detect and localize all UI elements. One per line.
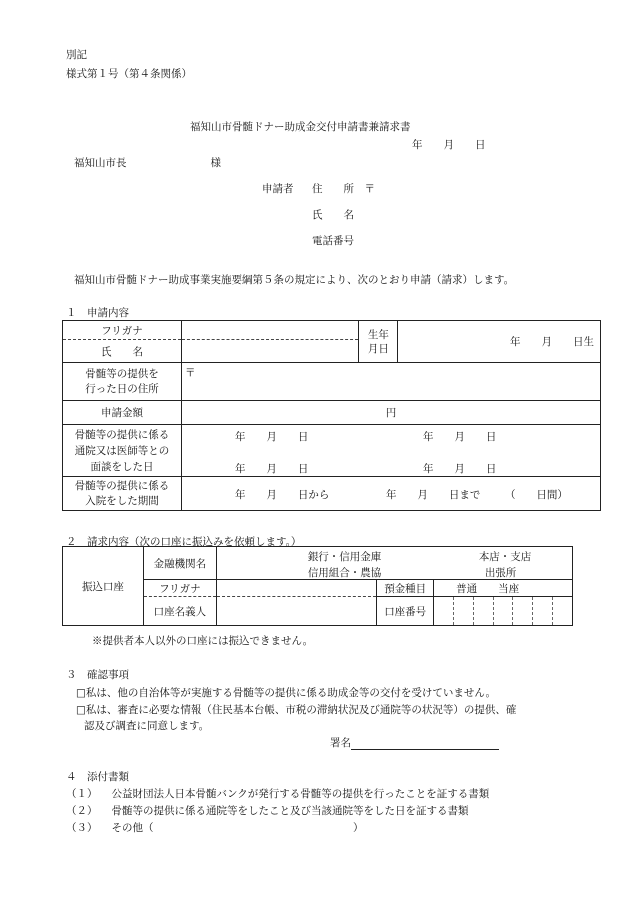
section1-heading: １ 申請内容 (66, 307, 129, 319)
confirm-item-2[interactable]: □私は、審査に必要な情報（住民基本台帳、市税の滞納状況及び通院等の状況等）の提供、確 (76, 704, 517, 716)
date-line: 年 月 日 (412, 139, 486, 151)
donation-address-field[interactable]: 〒 (181, 363, 600, 401)
confirm-item-2-cont: 認及び調査に同意します。 (84, 720, 210, 732)
amount-label: 申請金額 (63, 401, 182, 425)
hospital-from: 年 月 日から (234, 488, 330, 501)
applicant-phone: 電話番号 (312, 235, 354, 247)
transfer-note: ※提供者本人以外の口座には振込できません。 (92, 635, 314, 647)
section4-heading: ４ 添付書類 (66, 771, 129, 783)
section2-heading: ２ 請求内容（次の口座に振込みを依頼します。） (66, 536, 302, 548)
account-holder-label: 口座名義人 (143, 597, 216, 626)
signature-line[interactable] (330, 735, 499, 750)
account-holder-field[interactable] (216, 597, 376, 626)
hospital-to: 年 月 日まで (385, 488, 481, 501)
birth-date-field[interactable]: 年 月 日生 (398, 321, 601, 363)
attachment-item-1: （１） 公益財団法人日本骨髄バンクが発行する骨髄等の提供を行ったことを証する書類 (66, 788, 490, 800)
hospital-days: （ 日間） (504, 488, 568, 501)
applicant-address: 住 所 〒 (312, 183, 375, 195)
account-furigana-label: フリガナ (143, 580, 216, 597)
name-label: 氏 名 (63, 340, 182, 363)
bank-table (62, 546, 573, 626)
account-furigana-field[interactable] (216, 580, 376, 597)
donation-address-label: 骨髄等の提供を 行った日の住所 (63, 363, 182, 401)
signature-underline (351, 737, 499, 750)
account-number-label: 口座番号 (377, 597, 434, 626)
form-number: 様式第１号（第４条関係） (66, 68, 192, 80)
furigana-label: フリガナ (63, 321, 182, 340)
attachment-item-3: （３） その他（ ） (66, 822, 364, 834)
section3-heading: ３ 確認事項 (66, 669, 129, 681)
confirm-item-1[interactable]: □私は、他の自治体等が実施する骨髄等の提供に係る助成金等の交付を受けていません。 (76, 687, 497, 699)
bank-name-field[interactable] (216, 547, 572, 580)
branch-types-2: 出張所 (484, 566, 517, 579)
birth-label: 生年 月日 (359, 321, 398, 363)
account-type-field[interactable]: 普通 当座 (434, 580, 573, 597)
visit-date-1: 年 月 日 (234, 430, 309, 443)
attachment-item-2: （２） 骨髄等の提供に係る通院等をしたこと及び当該通院等をした日を証する書類 (66, 805, 469, 817)
bank-types-2: 信用組合・農協 (307, 566, 382, 579)
bank-name-label: 金融機関名 (143, 547, 216, 580)
applicant-label: 申請者 (262, 183, 294, 195)
form-annex-label: 別記 (66, 49, 87, 61)
transfer-account-label: 振込口座 (63, 547, 144, 626)
visit-date-4: 年 月 日 (422, 462, 497, 475)
signature-label: 署名 (330, 737, 351, 749)
branch-types-1: 本店・支店 (478, 550, 532, 563)
furigana-field[interactable] (181, 321, 358, 340)
visit-date-label: 骨髄等の提供に係る 通院又は医師等との 面談をした日 (63, 425, 182, 477)
bank-types-1: 銀行・信用金庫 (307, 550, 382, 563)
visit-date-3: 年 月 日 (234, 462, 309, 475)
account-number-field[interactable] (434, 597, 573, 626)
applicant-name: 氏 名 (312, 209, 354, 221)
visit-dates-field[interactable] (181, 425, 600, 477)
application-table (62, 320, 601, 511)
addressee: 福知山市長 様 (74, 157, 221, 169)
hospital-period-label: 骨髄等の提供に係る 入院をした期間 (63, 477, 182, 511)
name-field[interactable] (181, 340, 358, 363)
document-title: 福知山市骨髄ドナー助成金交付申請書兼請求書 (190, 121, 411, 133)
intro-text: 福知山市骨髄ドナー助成事業実施要綱第５条の規定により、次のとおり申請（請求）します。 (74, 274, 515, 286)
hospital-period-field[interactable] (181, 477, 600, 511)
visit-date-2: 年 月 日 (422, 430, 497, 443)
account-type-label: 預金種目 (377, 580, 434, 597)
amount-field[interactable]: 円 (181, 401, 600, 425)
